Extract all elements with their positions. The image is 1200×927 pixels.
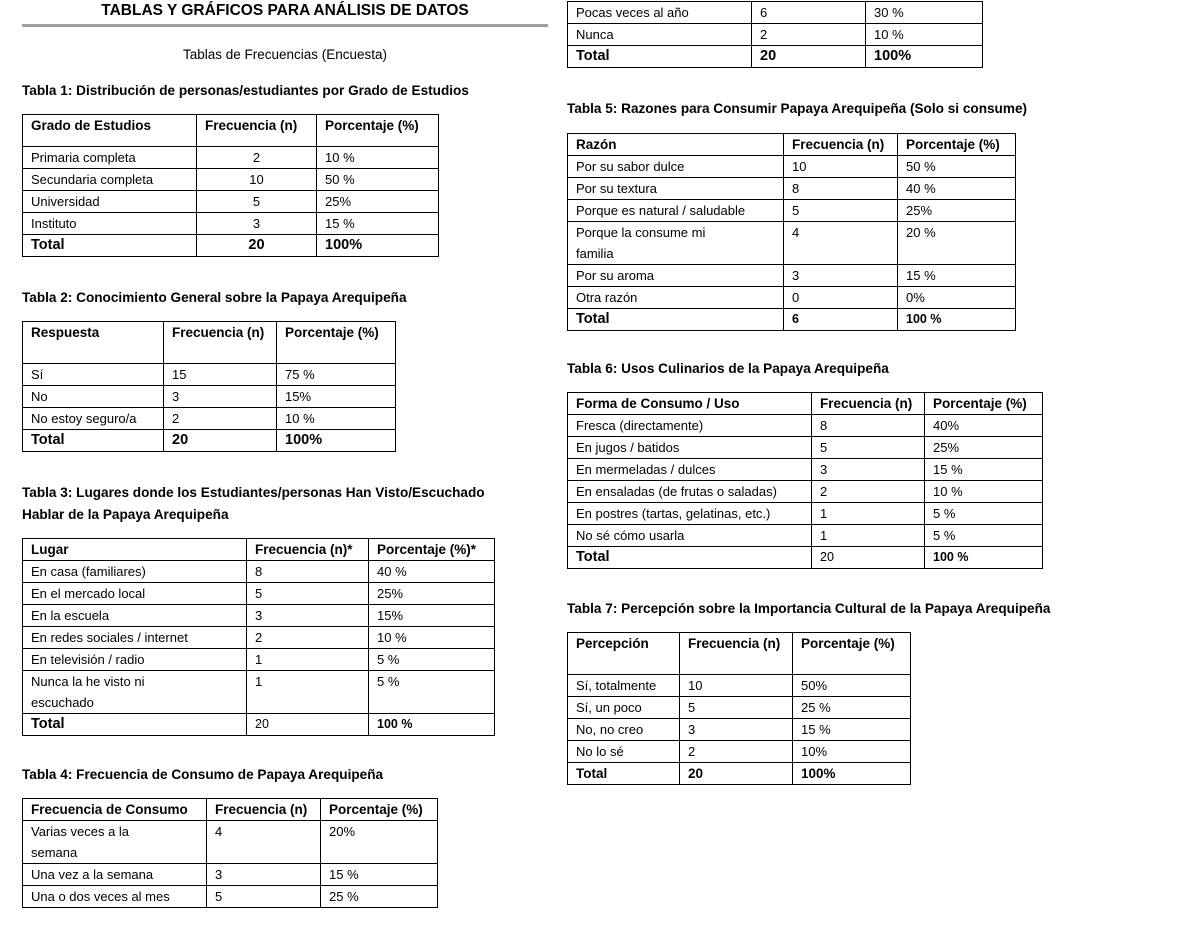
table-total-row: [568, 763, 911, 785]
table-header: Frecuencia (n): [207, 799, 321, 821]
table-total-row: [23, 430, 396, 452]
table-header: Porcentaje (%): [317, 115, 439, 147]
table-row: [568, 741, 911, 763]
table-cell: Nunca: [568, 24, 752, 46]
table-cell: 3: [207, 864, 321, 886]
table-cell: Total: [23, 430, 164, 452]
table-cell: 8: [812, 415, 925, 437]
table-total-row: [568, 46, 983, 68]
table-cell: Sí, un poco: [568, 697, 680, 719]
table-cell: 3: [197, 213, 317, 235]
table-cell: 2: [680, 741, 793, 763]
table-row: [568, 156, 1016, 178]
table-cell: Sí, totalmente: [568, 675, 680, 697]
table-cell: 1: [812, 525, 925, 547]
table-cell: Nunca la he visto ni escuchado: [23, 671, 247, 714]
table-cell: 6: [752, 2, 866, 24]
table-row: [568, 437, 1043, 459]
table-cell: 100 %: [369, 714, 495, 736]
table-row: [23, 821, 438, 864]
table-cell: 100%: [793, 763, 911, 785]
table-header: Frecuencia (n): [197, 115, 317, 147]
table-2-caption: Tabla 2: Conocimiento General sobre la Papaya Arequipeña: [22, 290, 407, 305]
table-cell: 15%: [369, 605, 495, 627]
table-cell: 100%: [317, 235, 439, 257]
table-cell: Fresca (directamente): [568, 415, 812, 437]
table-cell: 2: [197, 147, 317, 169]
table-cell: Total: [568, 547, 812, 569]
table-cell: 5: [680, 697, 793, 719]
table-cell: 25%: [317, 191, 439, 213]
table-cell: 3: [812, 459, 925, 481]
table-cell: Por su textura: [568, 178, 784, 200]
table-cell: 1: [247, 671, 369, 714]
table-row: [568, 697, 911, 719]
table-cell: 50 %: [898, 156, 1016, 178]
table-header: Porcentaje (%): [793, 633, 911, 675]
table-cell: En redes sociales / internet: [23, 627, 247, 649]
table-cell: 4: [207, 821, 321, 864]
table-cell: Total: [568, 763, 680, 785]
table-row: [568, 287, 1016, 309]
table-row: [23, 561, 495, 583]
table-cell: Sí: [23, 364, 164, 386]
table-cell: 2: [812, 481, 925, 503]
table-cell: Total: [23, 235, 197, 257]
table-cell: 8: [247, 561, 369, 583]
table-total-row: [568, 547, 1043, 569]
table-cell: 1: [812, 503, 925, 525]
table-cell: 20: [812, 547, 925, 569]
table-5: [567, 133, 1016, 331]
table-cell: 0: [784, 287, 898, 309]
table-header: Porcentaje (%): [277, 322, 396, 364]
table-header: Respuesta: [23, 322, 164, 364]
table-row: [568, 222, 1016, 265]
table-cell: 25 %: [321, 886, 438, 908]
table-header: Razón: [568, 134, 784, 156]
table-cell: 15 %: [321, 864, 438, 886]
table-cell: 5: [247, 583, 369, 605]
table-cell: Total: [23, 714, 247, 736]
table-cell: 20: [164, 430, 277, 452]
table-cell: 10%: [793, 741, 911, 763]
table-cell: 5 %: [369, 671, 495, 714]
table-row: [568, 503, 1043, 525]
table-cell: 25 %: [793, 697, 911, 719]
table-total-row: [23, 235, 439, 257]
table-row: [23, 147, 439, 169]
table-cell: 5 %: [925, 525, 1043, 547]
table-row: [23, 191, 439, 213]
table-cell: 20: [680, 763, 793, 785]
table-cell: 10: [197, 169, 317, 191]
table-header: Grado de Estudios: [23, 115, 197, 147]
table-row: [23, 364, 396, 386]
table-header: Porcentaje (%): [898, 134, 1016, 156]
table-cell: 10 %: [369, 627, 495, 649]
table-row: [568, 200, 1016, 222]
table-cell: 3: [680, 719, 793, 741]
table-cell: 10 %: [866, 24, 983, 46]
table-header: Forma de Consumo / Uso: [568, 393, 812, 415]
table-cell: 100%: [866, 46, 983, 68]
table-4-part-1: [22, 798, 438, 908]
table-cell: En la escuela: [23, 605, 247, 627]
table-cell: 50 %: [317, 169, 439, 191]
table-6-caption: Tabla 6: Usos Culinarios de la Papaya Arequipeña: [567, 361, 889, 376]
table-2: [22, 321, 396, 452]
table-cell: Porque es natural / saludable: [568, 200, 784, 222]
table-cell: Total: [568, 309, 784, 331]
table-header: Frecuencia (n)*: [247, 539, 369, 561]
table-row: [23, 408, 396, 430]
table-cell: 15 %: [317, 213, 439, 235]
table-cell: 0%: [898, 287, 1016, 309]
table-cell: Por su sabor dulce: [568, 156, 784, 178]
table-cell: Por su aroma: [568, 265, 784, 287]
table-row: [23, 386, 396, 408]
table-cell: 6: [784, 309, 898, 331]
table-cell: En televisión / radio: [23, 649, 247, 671]
table-cell: 10 %: [277, 408, 396, 430]
table-7: [567, 632, 911, 785]
table-cell: 2: [752, 24, 866, 46]
table-cell: 5: [207, 886, 321, 908]
table-header: Frecuencia de Consumo: [23, 799, 207, 821]
table-row: [568, 675, 911, 697]
table-cell: 2: [164, 408, 277, 430]
table-cell: 5: [812, 437, 925, 459]
table-cell: 20%: [321, 821, 438, 864]
table-cell: Una o dos veces al mes: [23, 886, 207, 908]
table-cell: 25%: [898, 200, 1016, 222]
table-3: [22, 538, 495, 736]
table-row: [23, 649, 495, 671]
table-cell: En postres (tartas, gelatinas, etc.): [568, 503, 812, 525]
table-cell: 100%: [277, 430, 396, 452]
table-cell: 75 %: [277, 364, 396, 386]
table-cell: 50%: [793, 675, 911, 697]
document-title: TABLAS Y GRÁFICOS PARA ANÁLISIS DE DATOS: [22, 0, 548, 27]
table-cell: Secundaria completa: [23, 169, 197, 191]
table-cell: Una vez a la semana: [23, 864, 207, 886]
table-total-row: [568, 309, 1016, 331]
table-cell: Total: [568, 46, 752, 68]
table-row: [568, 719, 911, 741]
table-cell: No, no creo: [568, 719, 680, 741]
table-cell: 10 %: [925, 481, 1043, 503]
table-cell: Instituto: [23, 213, 197, 235]
table-cell: 5 %: [369, 649, 495, 671]
table-row: [23, 169, 439, 191]
table-row: [568, 525, 1043, 547]
table-cell: 15 %: [925, 459, 1043, 481]
table-cell: 40%: [925, 415, 1043, 437]
table-cell: 100 %: [898, 309, 1016, 331]
table-cell: 5 %: [925, 503, 1043, 525]
table-header: Frecuencia (n): [680, 633, 793, 675]
table-1: [22, 114, 439, 257]
table-cell: 20: [247, 714, 369, 736]
table-row: [568, 2, 983, 24]
table-1-caption: Tabla 1: Distribución de personas/estudiantes por Grado de Estudios: [22, 83, 469, 98]
table-cell: 30 %: [866, 2, 983, 24]
table-7-caption: Tabla 7: Percepción sobre la Importancia Cultural de la Papaya Arequipeña: [567, 601, 1051, 616]
table-cell: 10: [680, 675, 793, 697]
table-row: [23, 886, 438, 908]
table-row: [568, 415, 1043, 437]
table-cell: En jugos / batidos: [568, 437, 812, 459]
table-row: [23, 864, 438, 886]
table-cell: 15 %: [898, 265, 1016, 287]
table-cell: 5: [784, 200, 898, 222]
table-cell: 25%: [925, 437, 1043, 459]
table-cell: En el mercado local: [23, 583, 247, 605]
table-header: Porcentaje (%)*: [369, 539, 495, 561]
document-subtitle: Tablas de Frecuencias (Encuesta): [182, 47, 388, 62]
table-header: Lugar: [23, 539, 247, 561]
table-header: Percepción: [568, 633, 680, 675]
table-cell: 1: [247, 649, 369, 671]
table-row: [23, 605, 495, 627]
table-cell: 20 %: [898, 222, 1016, 265]
table-cell: Otra razón: [568, 287, 784, 309]
table-header: Frecuencia (n): [784, 134, 898, 156]
table-cell: No lo sé: [568, 741, 680, 763]
table-cell: 3: [164, 386, 277, 408]
table-cell: 15: [164, 364, 277, 386]
table-cell: Primaria completa: [23, 147, 197, 169]
table-cell: 10 %: [317, 147, 439, 169]
table-cell: 5: [197, 191, 317, 213]
table-row: [568, 178, 1016, 200]
table-row: [568, 481, 1043, 503]
table-4-part-2: [567, 1, 983, 68]
table-row: [23, 627, 495, 649]
table-3-caption-line1: Tabla 3: Lugares donde los Estudiantes/personas Han Visto/Escuchado: [22, 485, 485, 500]
table-5-caption: Tabla 5: Razones para Consumir Papaya Arequipeña (Solo si consume): [567, 101, 1028, 116]
table-cell: 40 %: [898, 178, 1016, 200]
table-3-caption-line2: Hablar de la Papaya Arequipeña: [22, 507, 229, 522]
table-cell: 3: [784, 265, 898, 287]
table-cell: 10: [784, 156, 898, 178]
table-cell: En casa (familiares): [23, 561, 247, 583]
table-cell: Porque la consume mi familia: [568, 222, 784, 265]
table-cell: Pocas veces al año: [568, 2, 752, 24]
table-cell: 4: [784, 222, 898, 265]
table-total-row: [23, 714, 495, 736]
table-cell: 15 %: [793, 719, 911, 741]
table-cell: En ensaladas (de frutas o saladas): [568, 481, 812, 503]
table-cell: 20: [752, 46, 866, 68]
table-header: Frecuencia (n): [812, 393, 925, 415]
table-cell: 100 %: [925, 547, 1043, 569]
table-row: [23, 583, 495, 605]
table-cell: En mermeladas / dulces: [568, 459, 812, 481]
table-cell: No: [23, 386, 164, 408]
table-header: Porcentaje (%): [321, 799, 438, 821]
table-cell: 3: [247, 605, 369, 627]
table-row: [23, 213, 439, 235]
table-cell: 2: [247, 627, 369, 649]
table-cell: 8: [784, 178, 898, 200]
table-4-caption: Tabla 4: Frecuencia de Consumo de Papaya Arequipeña: [22, 767, 384, 782]
table-header: Porcentaje (%): [925, 393, 1043, 415]
table-cell: 20: [197, 235, 317, 257]
table-6: [567, 392, 1043, 569]
table-header: Frecuencia (n): [164, 322, 277, 364]
table-row: [568, 265, 1016, 287]
table-cell: Universidad: [23, 191, 197, 213]
table-cell: 40 %: [369, 561, 495, 583]
table-row: [568, 24, 983, 46]
table-cell: 25%: [369, 583, 495, 605]
table-cell: 15%: [277, 386, 396, 408]
table-cell: No estoy seguro/a: [23, 408, 164, 430]
table-row: [568, 459, 1043, 481]
table-row: [23, 671, 495, 714]
table-cell: Varias veces a la semana: [23, 821, 207, 864]
table-cell: No sé cómo usarla: [568, 525, 812, 547]
